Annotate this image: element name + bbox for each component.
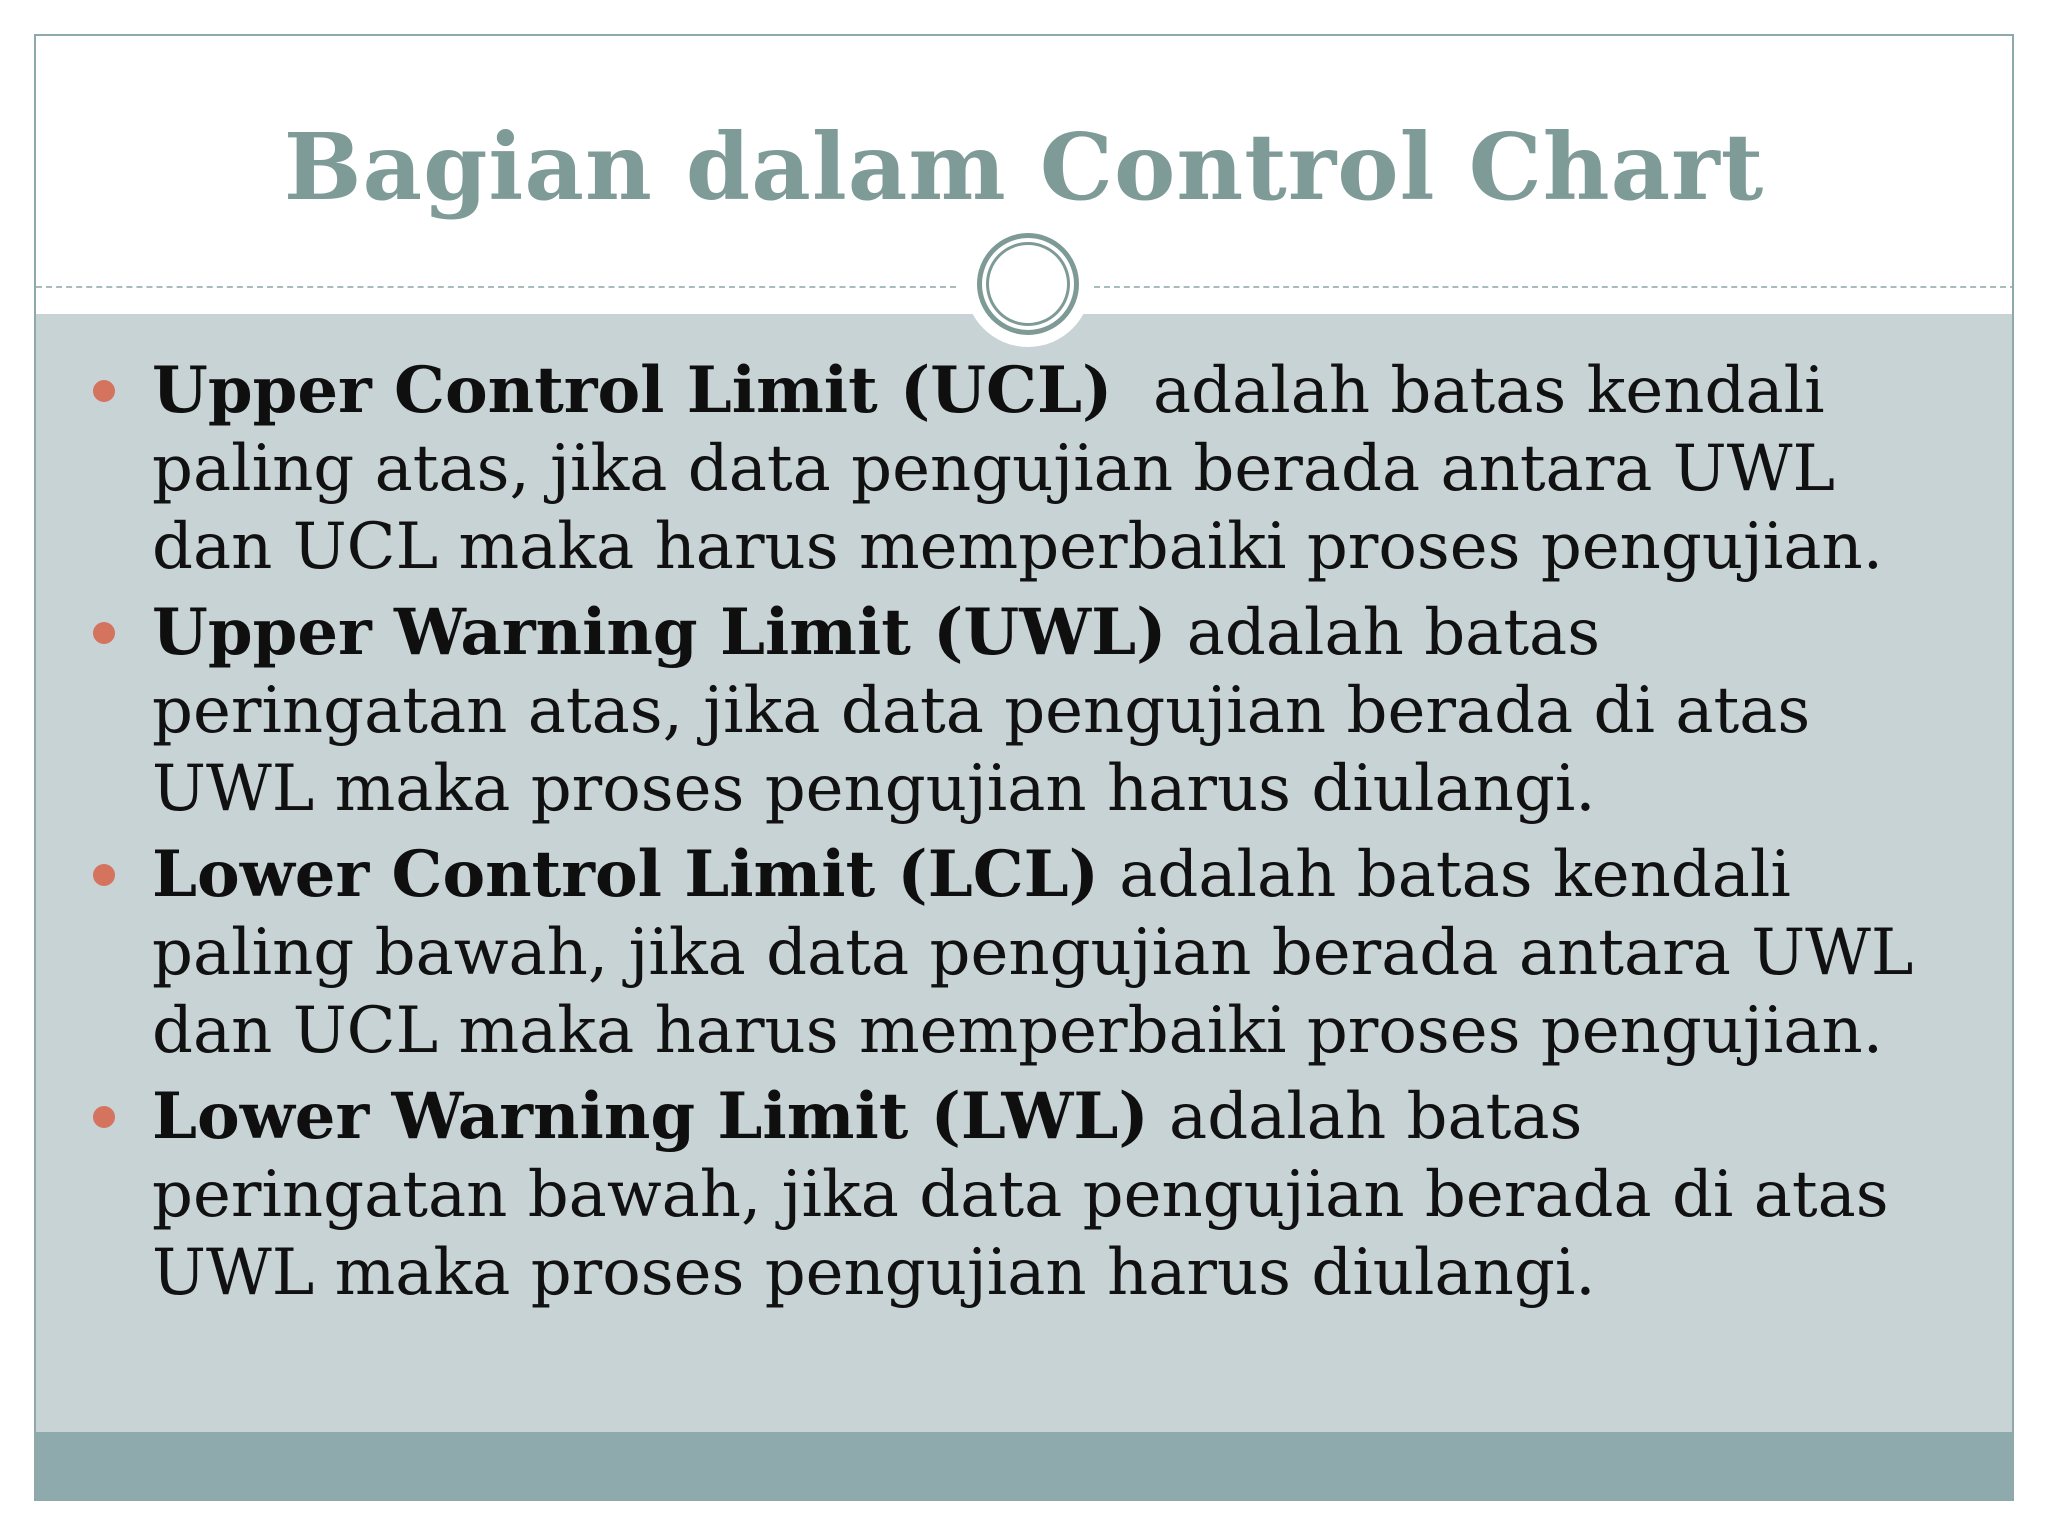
bullet-dot-icon: [93, 1106, 115, 1128]
bullet-description: adalah batas kendali paling atas, jika data pengujian berada antara UWL dan UCL maka harus memperbaiki proses pengujian.: [152, 354, 1884, 584]
bullet-description: adalah batas peringatan atas, jika data pengujian berada di atas UWL maka proses pengujian harus diulangi.: [152, 596, 1811, 826]
bullet-item-lcl: [36, 836, 2012, 1070]
slide-title: Bagian dalam Control Chart: [283, 113, 1765, 221]
bullet-description: adalah batas kendali paling bawah, jika data pengujian berada antara UWL dan UCL maka harus memperbaiki proses pengujian.: [152, 838, 1914, 1068]
bullet-term: Upper Control Limit (UCL): [152, 353, 1113, 428]
slide: [34, 34, 2014, 1501]
bullet-item-lwl: [36, 1078, 2012, 1312]
footer-bar: [36, 1432, 2012, 1501]
bullet-term: Lower Control Limit (LCL): [152, 837, 1099, 912]
title-divider-left: [36, 286, 956, 288]
bullet-term: Upper Warning Limit (UWL): [152, 595, 1167, 670]
bullet-term: Lower Warning Limit (LWL): [152, 1079, 1149, 1154]
bullet-dot-icon: [93, 622, 115, 644]
bullet-dot-icon: [93, 380, 115, 402]
bullet-description: adalah batas peringatan bawah, jika data pengujian berada di atas UWL maka proses pengujian harus diulangi.: [152, 1080, 1889, 1310]
bullet-item-ucl: [36, 352, 2012, 586]
inner-ring: [986, 242, 1070, 326]
bullet-dot-icon: [93, 864, 115, 886]
bullet-item-uwl: [36, 594, 2012, 828]
title-divider-right: [1094, 286, 2014, 288]
bullet-list: [36, 352, 2012, 1320]
